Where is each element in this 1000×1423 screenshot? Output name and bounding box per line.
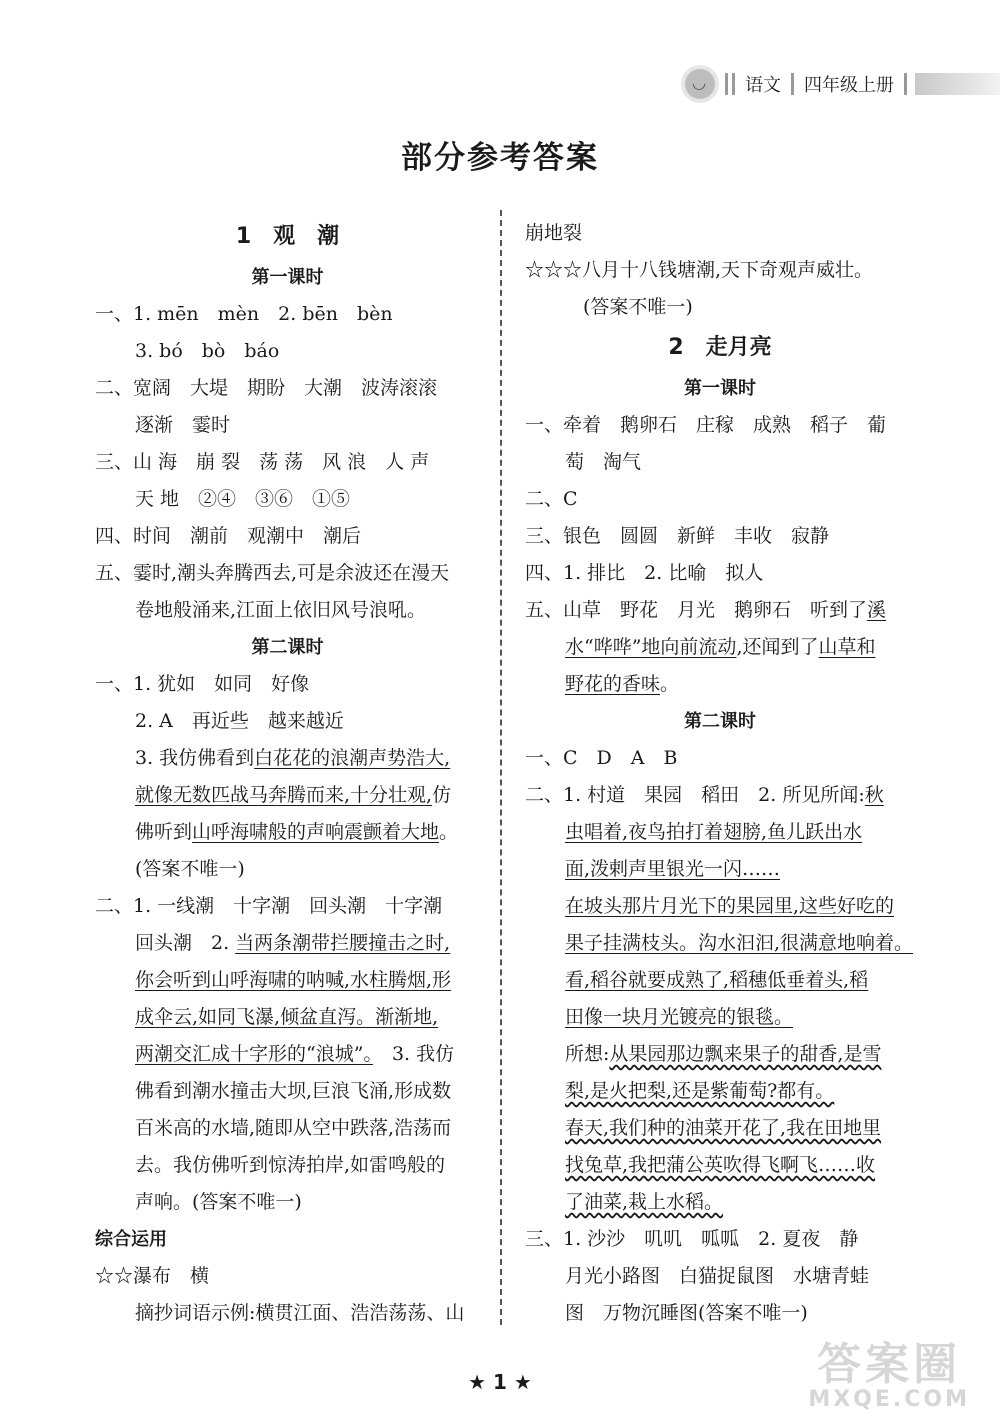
answer-line (525, 851, 915, 888)
underlined-answer: 成伞云,如同飞瀑,倾盆直泻。渐渐地, (135, 1006, 439, 1028)
answer-line: 一、C D A B (525, 747, 678, 769)
answer-text: 佛听到 (135, 821, 193, 843)
answer-text: 。 (660, 673, 680, 695)
answer-line: (答案不唯一) (135, 858, 245, 880)
answer-line: 四、1. 排比 2. 比喻 拟人 (525, 562, 764, 584)
answer-text: 二、1. 村道 果园 稻田 2. 所见所闻: (525, 784, 865, 806)
answer-line: 天 地 ②④ ③⑥ ①⑤ (135, 488, 351, 510)
answer-line: 萄 淘气 (565, 451, 642, 473)
answer-line: 图 万物沉睡图(答案不唯一) (565, 1302, 808, 1324)
wavy-underlined-answer: 从果园那边飘来果子的甜香,是雪 (609, 1043, 882, 1065)
answer-line: 四、时间 潮前 观潮中 潮后 (95, 525, 362, 547)
answer-line (525, 1036, 915, 1073)
answer-line (525, 592, 915, 629)
answer-line: 崩地裂 (525, 222, 583, 244)
underlined-answer: 果子挂满枝头。沟水汩汩,很满意地响着。 (565, 932, 914, 954)
underlined-answer: 溪 (867, 599, 887, 621)
underlined-answer: 看,稻谷就要成熟了,稻穗低垂着头,稻 (565, 969, 869, 991)
answer-line (525, 629, 915, 666)
answer-line (95, 925, 480, 962)
column-divider (500, 210, 502, 1325)
underlined-answer: 野花的香味 (565, 673, 661, 695)
answer-line (525, 1073, 915, 1110)
answer-line: 摘抄词语示例:横贯江面、浩浩荡荡、山 (135, 1302, 465, 1324)
wavy-underlined-answer: 春天,我们种的油菜开花了,我在田地里 (565, 1117, 882, 1139)
answer-line (525, 1184, 915, 1221)
answer-text: ,还闻到了 (736, 636, 819, 658)
answer-text: 所想: (565, 1043, 610, 1065)
answer-text: 。 (439, 821, 459, 843)
answer-line (525, 1147, 915, 1184)
answer-line: 逐渐 霎时 (135, 414, 231, 436)
answer-line (525, 666, 915, 703)
answer-line (525, 814, 915, 851)
answer-line: 二、C (525, 488, 578, 510)
answer-line: 百米高的水墙,随即从空中跌落,浩荡而 (135, 1117, 452, 1139)
answer-text: 3. 我仿 (372, 1043, 455, 1065)
underlined-answer: 就像无数匹战马奔腾而来,十分壮观, (135, 784, 433, 806)
lesson-title: 第二课时 (251, 637, 324, 658)
answer-line (525, 962, 915, 999)
answer-line (525, 777, 915, 814)
watermark-line: 答案圈 (817, 1338, 962, 1390)
right-column (525, 215, 915, 1332)
answer-line: 三、山 海 崩 裂 荡 荡 风 浪 人 声 (95, 451, 430, 473)
underlined-answer: 面,泼剌声里银光一闪…… (565, 858, 781, 880)
answer-line: ☆☆☆八月十八钱塘潮,天下奇观声威壮。 (525, 259, 874, 281)
answer-line: 卷地般涌来,江面上依旧风号浪吼。 (135, 599, 427, 621)
header-divider (725, 73, 728, 95)
answer-line: 一、牵着 鹅卵石 庄稼 成熟 稻子 葡 (525, 414, 887, 436)
answer-line (95, 777, 480, 814)
underlined-answer: 在坡头那片月光下的果园里,这些好吃的 (565, 895, 895, 917)
underlined-answer: 虫唱着,夜鸟拍打着翅膀,鱼儿跃出水 (565, 821, 863, 843)
answer-line (95, 740, 480, 777)
watermark (808, 1338, 970, 1412)
answer-text: 仿 (432, 784, 452, 806)
answer-line: 佛看到潮水撞击大坝,巨浪飞涌,形成数 (135, 1080, 452, 1102)
answer-line: 一、1. 犹如 如同 好像 (95, 673, 310, 695)
answer-line: 一、1. mēn mèn 2. bēn bèn (95, 303, 393, 325)
header-gradient-bar (915, 73, 1000, 95)
page-number: ★ 1 ★ (468, 1370, 532, 1394)
page-title: 部分参考答案 (401, 140, 599, 176)
answer-line: 三、1. 沙沙 叽叽 呱呱 2. 夏夜 静 (525, 1228, 859, 1250)
wavy-underlined-answer: 找兔草,我把蒲公英吹得飞啊飞……收 (565, 1154, 876, 1176)
sun-logo-icon (685, 69, 715, 99)
answer-line: 月光小路图 白猫捉鼠图 水塘青蛙 (565, 1265, 870, 1287)
answer-line (95, 962, 480, 999)
lesson-title: 第一课时 (251, 267, 324, 288)
underlined-answer: 当两条潮带拦腰撞击之时, (235, 932, 451, 954)
answer-text: 五、山草 野花 月光 鹅卵石 听到了 (525, 599, 868, 621)
header-divider (904, 73, 907, 95)
underlined-answer: 山草和 (818, 636, 876, 658)
answer-line: 三、银色 圆圆 新鲜 丰收 寂静 (525, 525, 830, 547)
header-divider (732, 73, 735, 95)
underlined-answer: 田像一块月光镀亮的银毯。 (565, 1006, 794, 1028)
section-title: 1 观 潮 (235, 224, 340, 249)
left-column (95, 215, 480, 1332)
answer-line: 二、1. 一线潮 十字潮 回头潮 十字潮 (95, 895, 443, 917)
answer-line: 二、宽阔 大堤 期盼 大潮 波涛滚滚 (95, 377, 438, 399)
answer-line: 2. A 再近些 越来越近 (135, 710, 344, 732)
section-title: 2 走月亮 (668, 335, 772, 360)
answer-line: 去。我仿佛听到惊涛拍岸,如雷鸣般的 (135, 1154, 446, 1176)
answer-line: (答案不唯一) (583, 296, 693, 318)
underlined-answer: 山呼海啸般的声响震颤着大地 (192, 821, 440, 843)
watermark-url: MXQE.COM (808, 1386, 970, 1412)
header-grade: 四年级上册 (804, 75, 894, 96)
answer-line: 声响。(答案不唯一) (135, 1191, 302, 1213)
lesson-title: 第二课时 (684, 711, 756, 732)
underlined-answer: 水“哗哗”地向前流动 (565, 636, 737, 658)
wavy-underlined-answer: 梨,是火把梨,还是紫葡萄?都有。 (565, 1080, 835, 1102)
wavy-underlined-answer: 了油菜,栽上水稻。 (565, 1191, 724, 1213)
answer-text: 回头潮 2. (135, 932, 236, 954)
underlined-answer: 你会听到山呼海啸的呐喊,水柱腾烟,形 (135, 969, 452, 991)
answer-line (95, 1036, 480, 1073)
answer-line: 3. bó bò báo (135, 340, 280, 362)
answer-line (95, 999, 480, 1036)
answer-line (95, 814, 480, 851)
header-subject: 语文 (745, 75, 781, 96)
underlined-answer: 白花花的浪潮声势浩大, (254, 747, 451, 769)
answer-line (525, 1110, 915, 1147)
lesson-title: 第一课时 (684, 378, 756, 399)
answer-line (525, 999, 915, 1036)
answer-line: 五、霎时,潮头奔腾西去,可是余波还在漫天 (95, 562, 450, 584)
answer-line (525, 888, 915, 925)
answer-line (525, 925, 915, 962)
underlined-answer: 秋 (864, 784, 884, 806)
page-header (685, 64, 1000, 104)
comprehensive-title: 综合运用 (95, 1229, 167, 1250)
underlined-answer: 两潮交汇成十字形的“浪城”。 (135, 1043, 373, 1065)
answer-line: ☆☆瀑布 横 (95, 1265, 210, 1287)
answer-text: 3. 我仿佛看到 (135, 747, 255, 769)
header-divider (791, 73, 794, 95)
